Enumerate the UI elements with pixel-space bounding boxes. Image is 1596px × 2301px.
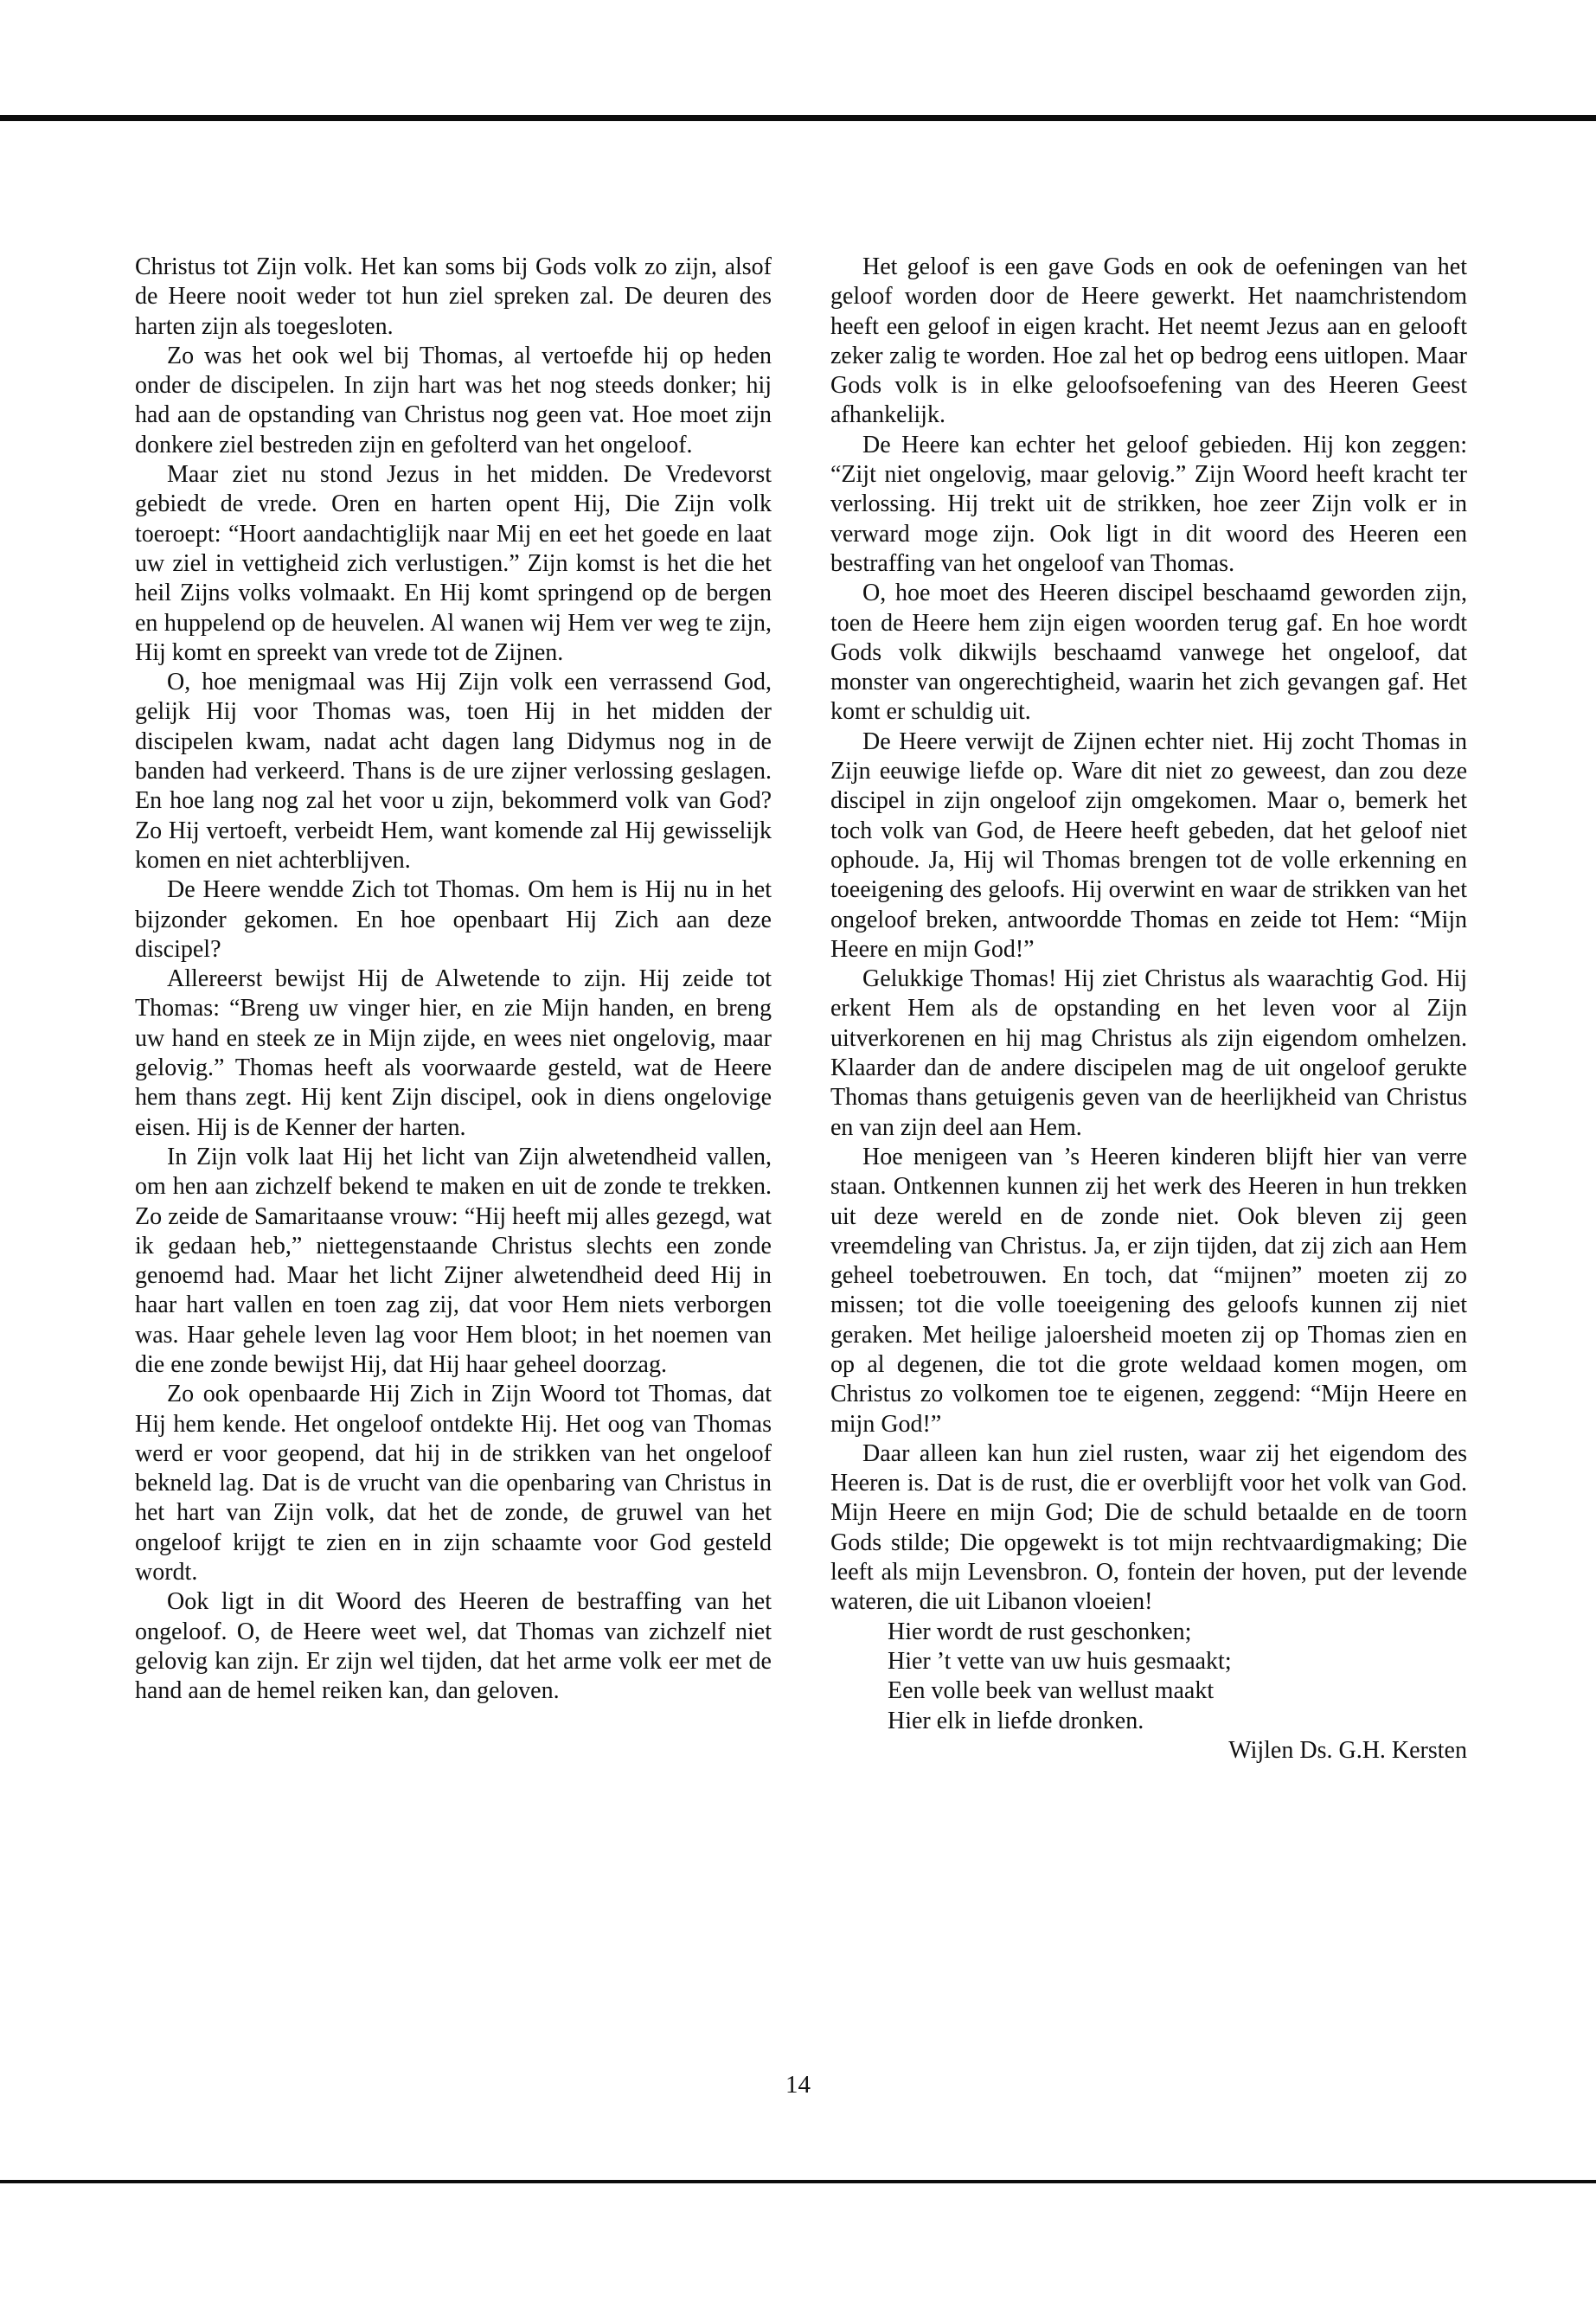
poem — [830, 1618, 1467, 1736]
poem-line: Hier elk in liefde dronken. — [888, 1707, 1144, 1734]
paragraph: In Zijn volk laat Hij het licht van Zijn alwetendheid vallen, om hen aan zichzelf bekend te maken en uit de zonde te trekken. Zo zeide de Samaritaanse vrouw: “Hij heeft mij alles gezegd, wat ik gedaan heb,” niettegenstaande Christus slechts een zonde genoemd had. Maar het licht Zijner alwetendheid deed Hij in haar hart vallen en toen zag zij, dat voor Hem niets verborgen was. Haar gehele leven lag voor Hem bloot; in het noemen van die ene zonde bewijst Hij, dat Hij haar geheel doorzag. — [135, 1143, 772, 1378]
paragraph: Christus tot Zijn volk. Het kan soms bij Gods volk zo zijn, alsof de Heere nooit weder tot hun ziel spreken zal. De deuren des harten zijn als toegesloten. — [135, 253, 772, 340]
paragraph: Hoe menigeen van ’s Heeren kinderen blijft hier van verre staan. Ontkennen kunnen zij het werk des Heeren in hun trekken uit deze wereld en de zonde niet. Ook bleven zij geen vreemdeling van Christus. Ja, er zijn tijden, dat zij zich aan Hem geheel toebetrouwen. En toch, dat “mijnen” moeten zij zo missen; tot die volle toeeigening des geloofs kunnen zij niet geraken. Met heilige jaloersheid moeten zij op Thomas zien en op al degenen, die tot die grote weldaad komen mogen, om Christus zo volkomen toe te eigenen, zeggend: “Mijn Heere en mijn God!” — [830, 1143, 1467, 1438]
paragraph: Het geloof is een gave Gods en ook de oefeningen van het geloof worden door de Heere gewerkt. Het naamchristendom heeft een geloof in eigen kracht. Het neemt Jezus aan en gelooft zeker zalig te worden. Hoe zal het op bedrog eens uitlopen. Maar Gods volk is in elke geloofsoefening van des Heeren Geest afhankelijk. — [830, 253, 1467, 429]
paragraph: Zo ook openbaarde Hij Zich in Zijn Woord tot Thomas, dat Hij hem kende. Het ongeloof ontdekte Hij. Het oog van Thomas werd er voor geopend, dat hij in de strikken van het ongeloof bekneld lag. Dat is de vrucht van die openbaring van Christus in het hart van Zijn volk, dat het de zonde, de gruwel van het ongeloof krijgt te zien en in zijn schaamte voor God gesteld wordt. — [135, 1381, 772, 1586]
right-column — [830, 253, 1467, 1766]
page-number: 14 — [785, 2071, 811, 2099]
top-rule — [0, 115, 1596, 121]
paragraph: Maar ziet nu stond Jezus in het midden. De Vredevorst gebiedt de vrede. Oren en harten opent Hij, Die Zijn volk toeroept: “Hoort aandachtiglijk naar Mij en eet het goede en laat uw ziel in vettigheid zich verlustigen.” Zijn komst is het die het heil Zijns volks volmaakt. En Hij komt springend op de bergen en huppelend op de heuvelen. Al wanen wij Hem ver weg te zijn, Hij komt en spreekt van vrede tot de Zijnen. — [135, 461, 772, 666]
paragraph: De Heere kan echter het geloof gebieden. Hij kon zeggen: “Zijt niet ongelovig, maar gelovig.” Zijn Woord heeft kracht ter verlossing. Hij trekt uit de strikken, hoe zeer Zijn volk er in verward moge zijn. Ook ligt in dit woord des Heeren een bestraffing van het ongeloof van Thomas. — [830, 431, 1467, 577]
paragraph: Gelukkige Thomas! Hij ziet Christus als waarachtig God. Hij erkent Hem als de opstanding en het leven voor al Zijn uitverkorenen en hij mag Christus als zijn eigendom omhelzen. Klaarder dan de andere discipelen mag de uit ongeloof gerukte Thomas thans getuigenis geven van de heerlijkheid van Christus en van zijn deel aan Hem. — [830, 965, 1467, 1141]
paragraph: O, hoe moet des Heeren discipel beschaamd geworden zijn, toen de Heere hem zijn eigen woorden terug gaf. En hoe wordt Gods volk dikwijls beschaamd vanwege het ongeloof, dat monster van ongerechtigheid, waarin het zich gevangen gaf. Het komt er schuldig uit. — [830, 580, 1467, 726]
bottom-rule — [0, 2180, 1596, 2183]
paragraph: De Heere verwijt de Zijnen echter niet. Hij zocht Thomas in Zijn eeuwige liefde op. Ware dit niet zo geweest, dan zou deze discipel in zijn ongeloof zijn omgekomen. Maar o, bemerk het toch volk van God, de Heere heeft gebeden, dat het geloof niet ophoude. Ja, Hij wil Thomas brengen tot de volle erkenning en toeeigening des geloofs. Hij overwint en waar de strikken van het ongeloof breken, antwoordde Thomas en zeide tot Hem: “Mijn Heere en mijn God!” — [830, 727, 1467, 963]
left-column — [135, 253, 772, 1707]
poem-line: Een volle beek van wellust maakt — [888, 1677, 1215, 1705]
paragraph: Ook ligt in dit Woord des Heeren de bestraffing van het ongeloof. O, de Heere weet wel, dat Thomas van zichzelf niet gelovig kan zijn. Er zijn wel tijden, dat het arme volk eer met de hand aan de hemel reiken kan, dan geloven. — [135, 1588, 772, 1705]
paragraph: Zo was het ook wel bij Thomas, al vertoefde hij op heden onder de discipelen. In zijn hart was het nog steeds donker; hij had aan de opstanding van Christus nog geen vat. Hoe moet zijn donkere ziel bestreden zijn en gefolterd van het ongeloof. — [135, 342, 772, 458]
paragraph: De Heere wendde Zich tot Thomas. Om hem is Hij nu in het bijzonder gekomen. En hoe openbaart Hij Zich aan deze discipel? — [135, 876, 772, 963]
paragraph: O, hoe menigmaal was Hij Zijn volk een verrassend God, gelijk Hij voor Thomas was, toen Hij in het midden der discipelen kwam, nadat acht dagen lang Didymus nog in de banden had verkeerd. Thans is de ure zijner verlossing geslagen. En hoe lang nog zal het voor u zijn, bekommerd volk van God? Zo Hij vertoeft, verbeidt Hem, want komende zal Hij gewisselijk komen en niet achterblijven. — [135, 669, 772, 874]
paragraph: Daar alleen kan hun ziel rusten, waar zij het eigendom des Heeren is. Dat is de rust, die er overblijft voor het volk van God. Mijn Heere en mijn God; Die de schuld betaalde en de toorn Gods stilde; Die opgewekt is tot mijn rechtvaardigmaking; Die leeft als mijn Levensbron. O, fontein der hoven, put der levende wateren, die uit Libanon vloeien! — [830, 1439, 1467, 1616]
poem-line: Hier ’t vette van uw huis gesmaakt; — [888, 1647, 1232, 1675]
poem-line: Hier wordt de rust geschonken; — [888, 1618, 1192, 1645]
author-signature: Wijlen Ds. G.H. Kersten — [1228, 1736, 1467, 1764]
paragraph: Allereerst bewijst Hij de Alwetende to zijn. Hij zeide tot Thomas: “Breng uw vinger hier, en zie Mijn handen, en breng uw hand en steek ze in Mijn zijde, en wees niet ongelovig, maar gelovig.” Thomas heeft als voorwaarde gesteld, wat de Heere hem thans zegt. Hij kent Zijn discipel, ook in diens ongelovige eisen. Hij is de Kenner der harten. — [135, 965, 772, 1141]
